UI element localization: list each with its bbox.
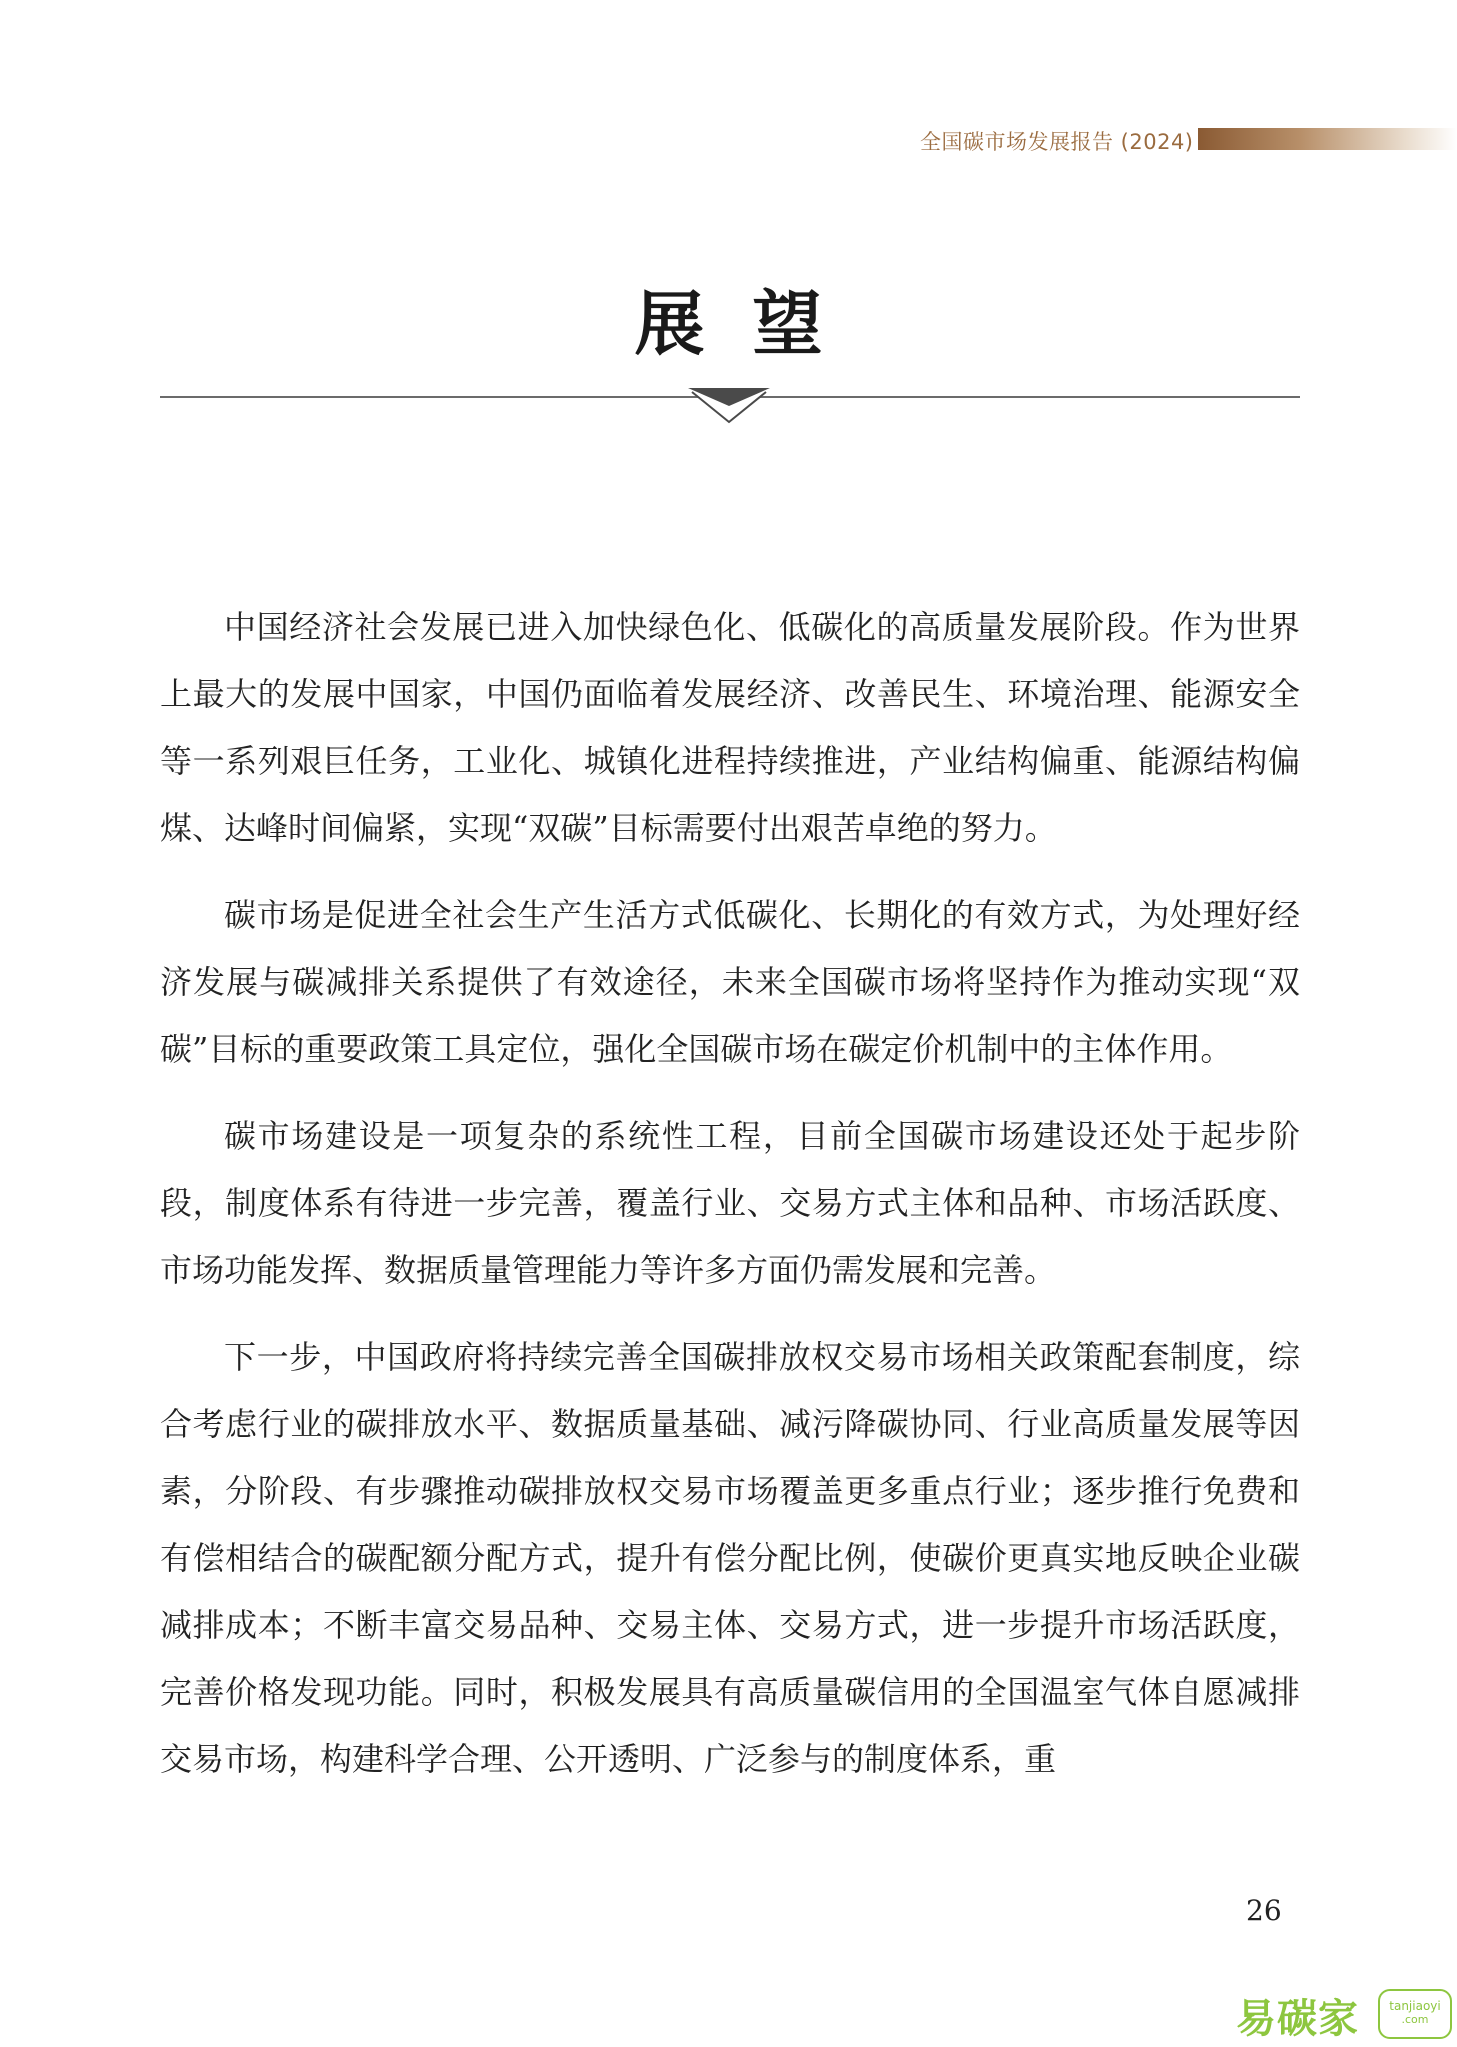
running-header-title: 全国碳市场发展报告 (2024)	[920, 130, 1194, 154]
header-gradient-bar	[1198, 128, 1457, 150]
watermark-tld: .com	[1401, 2013, 1429, 2026]
paragraph-1: 中国经济社会发展已进入加快绿色化、低碳化的高质量发展阶段。作为世界上最大的发展中国家，中国仍面临着发展经济、改善民生、环境治理、能源安全等一系列艰巨任务，工业化、城镇化进程持续推进，产业结构偏重、能源结构偏煤、达峰时间偏紧，实现“双碳”目标需要付出艰苦卓绝的努力。	[160, 608, 1300, 847]
body-text	[160, 594, 1300, 1813]
watermark-badge	[1378, 1989, 1452, 2039]
section-title: 展望	[634, 282, 871, 365]
title-divider-arrow-icon	[688, 388, 770, 424]
watermark-brand: 易碳家	[1236, 1996, 1359, 2042]
paragraph-2: 碳市场是促进全社会生产生活方式低碳化、长期化的有效方式，为处理好经济发展与碳减排关系提供了有效途径，未来全国碳市场将坚持作为推动实现“双碳”目标的重要政策工具定位，强化全国碳市场在碳定价机制中的主体作用。	[160, 896, 1300, 1068]
paragraph-3: 碳市场建设是一项复杂的系统性工程，目前全国碳市场建设还处于起步阶段，制度体系有待进一步完善，覆盖行业、交易方式主体和品种、市场活跃度、市场功能发挥、数据质量管理能力等许多方面仍需发展和完善。	[160, 1117, 1300, 1289]
paragraph-4: 下一步，中国政府将持续完善全国碳排放权交易市场相关政策配套制度，综合考虑行业的碳排放水平、数据质量基础、减污降碳协同、行业高质量发展等因素，分阶段、有步骤推动碳排放权交易市场覆盖更多重点行业；逐步推行免费和有偿相结合的碳配额分配方式，提升有偿分配比例，使碳价更真实地反映企业碳减排成本；不断丰富交易品种、交易主体、交易方式，进一步提升市场活跃度，完善价格发现功能。同时，积极发展具有高质量碳信用的全国温室气体自愿减排交易市场，构建科学合理、公开透明、广泛参与的制度体系，重	[160, 1338, 1300, 1778]
page-number: 26	[1246, 1894, 1282, 1927]
watermark-logo	[1236, 1985, 1451, 2041]
watermark-domain: tanjiaoyi	[1389, 1999, 1441, 2013]
